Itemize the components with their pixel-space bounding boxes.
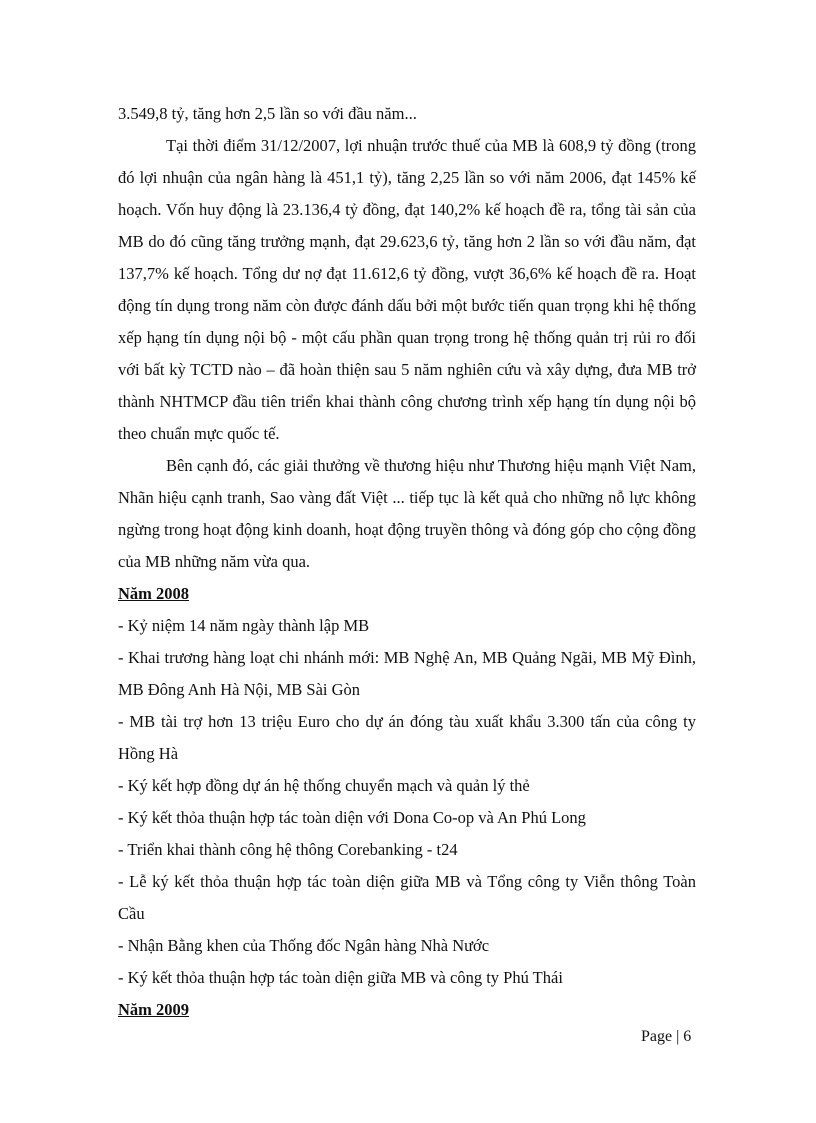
heading-2008: Năm 2008 — [118, 584, 190, 603]
lead-line: 3.549,8 tỷ, tăng hơn 2,5 lần so với đầu năm... — [118, 104, 417, 123]
list-item: - Nhận Bằng khen của Thống đốc Ngân hàng Nhà Nước — [118, 936, 490, 955]
paragraph-2007-results: Tại thời điểm 31/12/2007, lợi nhuận trước thuế của MB là 608,9 tỷ đồng (trong đó lợi nhuận của ngân hàng là 451,1 tỷ), tăng 2,25 lần so với năm 2006, đạt 145% kế hoạch. Vốn huy động là 23.136,4 tỷ đồng, đạt 140,2% kế hoạch đề ra, tổng tài sản của MB do đó cũng tăng trưởng mạnh, đạt 29.623,6 tỷ, tăng hơn 2 lần so với đầu năm, đạt 137,7% kế hoạch. Tổng dư nợ đạt 11.612,6 tỷ đồng, vượt 36,6% kế hoạch đề ra. Hoạt động tín dụng trong năm còn được đánh dấu bởi một bước tiến quan trọng khi hệ thống xếp hạng tín dụng nội bộ - một cấu phần quan trọng trong hệ thống quản trị rủi ro đối với bất kỳ TCTD nào – đã hoàn thiện sau 5 năm nghiên cứu và xây dựng, đưa MB trở thành NHTMCP đầu tiên triển khai thành công chương trình xếp hạng tín dụng nội bộ theo chuẩn mực quốc tế. — [118, 136, 696, 443]
list-2008 — [118, 610, 696, 994]
paragraph-awards: Bên cạnh đó, các giải thưởng về thương hiệu như Thương hiệu mạnh Việt Nam, Nhãn hiệu cạnh tranh, Sao vàng đất Việt ... tiếp tục là kết quả cho những nỗ lực không ngừng trong hoạt động kinh doanh, hoạt động truyền thông và đóng góp cho cộng đồng của MB những năm vừa qua. — [118, 456, 696, 571]
list-item: - Ký kết thỏa thuận hợp tác toàn diện giữa MB và công ty Phú Thái — [118, 968, 563, 987]
heading-2009: Năm 2009 — [118, 1000, 190, 1019]
list-item: - Ký kết thỏa thuận hợp tác toàn diện với Dona Co-op và An Phú Long — [118, 808, 586, 827]
list-item: - Lễ ký kết thỏa thuận hợp tác toàn diện giữa MB và Tổng công ty Viễn thông Toàn Cầu — [118, 872, 696, 923]
list-item: - MB tài trợ hơn 13 triệu Euro cho dự án đóng tàu xuất khẩu 3.300 tấn của công ty Hồng Hà — [118, 712, 696, 763]
list-item: - Triển khai thành công hệ thông Corebanking - t24 — [118, 840, 458, 859]
page-number: Page | 6 — [641, 1028, 692, 1045]
list-item: - Khai trương hàng loạt chi nhánh mới: MB Nghệ An, MB Quảng Ngãi, MB Mỹ Đình, MB Đông Anh Hà Nội, MB Sài Gòn — [118, 648, 696, 699]
list-item: - Kỷ niệm 14 năm ngày thành lập MB — [118, 616, 370, 635]
document-page — [118, 98, 696, 1026]
list-item: - Ký kết hợp đồng dự án hệ thống chuyển mạch và quản lý thẻ — [118, 776, 530, 795]
